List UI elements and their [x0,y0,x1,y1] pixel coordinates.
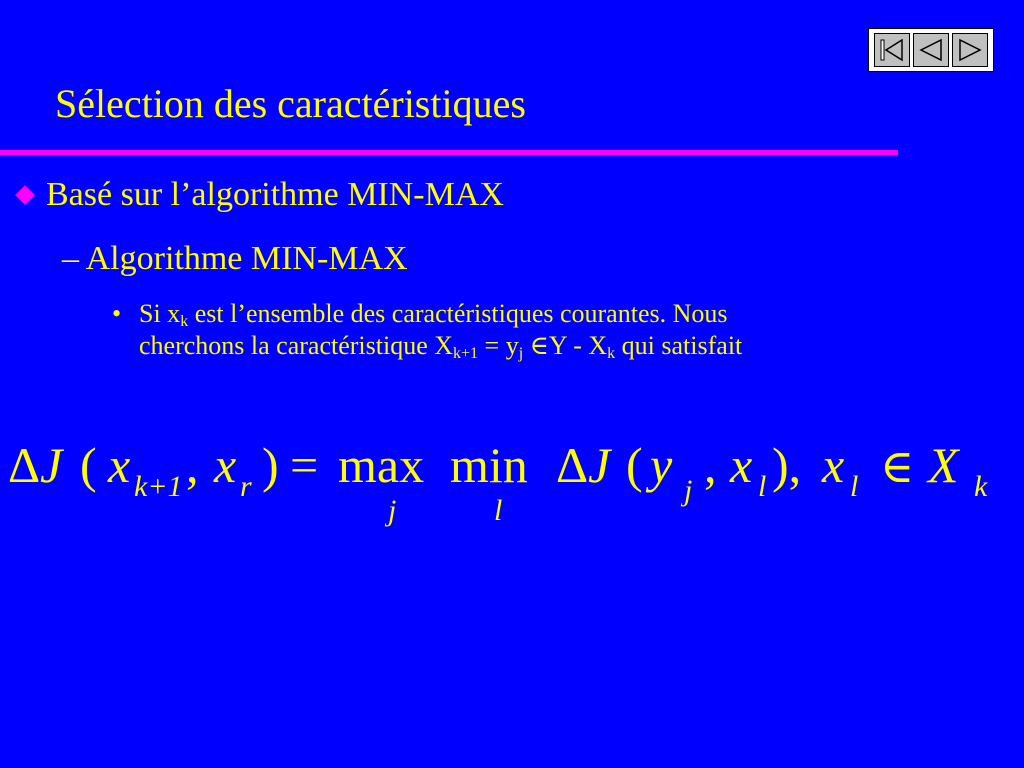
min-operator: min [450,437,528,493]
subscript: k [180,313,189,330]
formula-paren: ) [262,437,279,493]
diamond-bullet-icon [15,185,35,205]
play-left-icon [917,37,945,63]
next-slide-button[interactable] [952,33,988,67]
round-bullet-icon: • [112,299,122,328]
min-subscript: l [494,494,503,527]
play-right-icon [956,37,984,63]
formula-paren: ( [80,437,97,493]
formula-subscript: k [974,470,988,503]
previous-slide-button[interactable] [913,33,949,67]
minmax-formula [0,420,1024,530]
subscript: j [518,345,524,362]
formula-variable: x [108,437,131,493]
delta-symbol: Δ [8,437,41,493]
bullet-level2: – Algorithme MIN-MAX [62,240,408,277]
formula-variable: x [214,437,237,493]
formula-subscript: j [684,474,693,507]
bullet-level1 [14,176,504,213]
formula-variable: x [822,437,845,493]
bullet-level3-line2 [139,330,742,362]
slide-title: Sélection des caractéristiques [55,81,526,126]
max-subscript: j [388,494,397,527]
bullet-level1-text: Basé sur l’algorithme MIN-MAX [46,176,504,213]
subscript: k+1 [453,345,479,362]
slide-navigation [868,28,994,72]
text-fragment: cherchons la caractéristique X [139,331,454,360]
formula-comma: , [704,437,717,493]
element-of-symbol: ∈ [880,441,915,492]
formula-comma: , [186,437,199,493]
text-fragment: Si x [139,299,181,328]
formula-subscript: l [850,470,859,503]
text-fragment: est l’ensemble des caractéristiques courantes. Nous [188,299,728,328]
formula-subscript: l [758,470,767,503]
formula-subscript: r [240,470,252,503]
text-fragment: qui satisfait [615,331,743,360]
formula-variable: y [650,437,673,493]
skip-to-start-icon [878,37,906,63]
formula-variable: x [730,437,753,493]
subscript: k [607,345,616,362]
delta-symbol: Δ [556,437,589,493]
title-underline [0,150,898,155]
formula-graphic [0,420,1024,530]
formula-symbol: J [588,437,611,493]
formula-paren: ), [772,437,802,493]
equals-sign: = [290,437,319,493]
formula-symbol: J [40,437,63,493]
formula-paren: ( [626,437,643,493]
bullet-level3-line1 [139,298,728,330]
formula-set: X [928,437,959,493]
max-operator: max [338,437,425,493]
first-slide-button[interactable] [874,33,910,67]
text-fragment: ∈Y - X [523,331,608,360]
formula-subscript: k+1 [134,470,183,503]
text-fragment: = y [478,331,519,360]
